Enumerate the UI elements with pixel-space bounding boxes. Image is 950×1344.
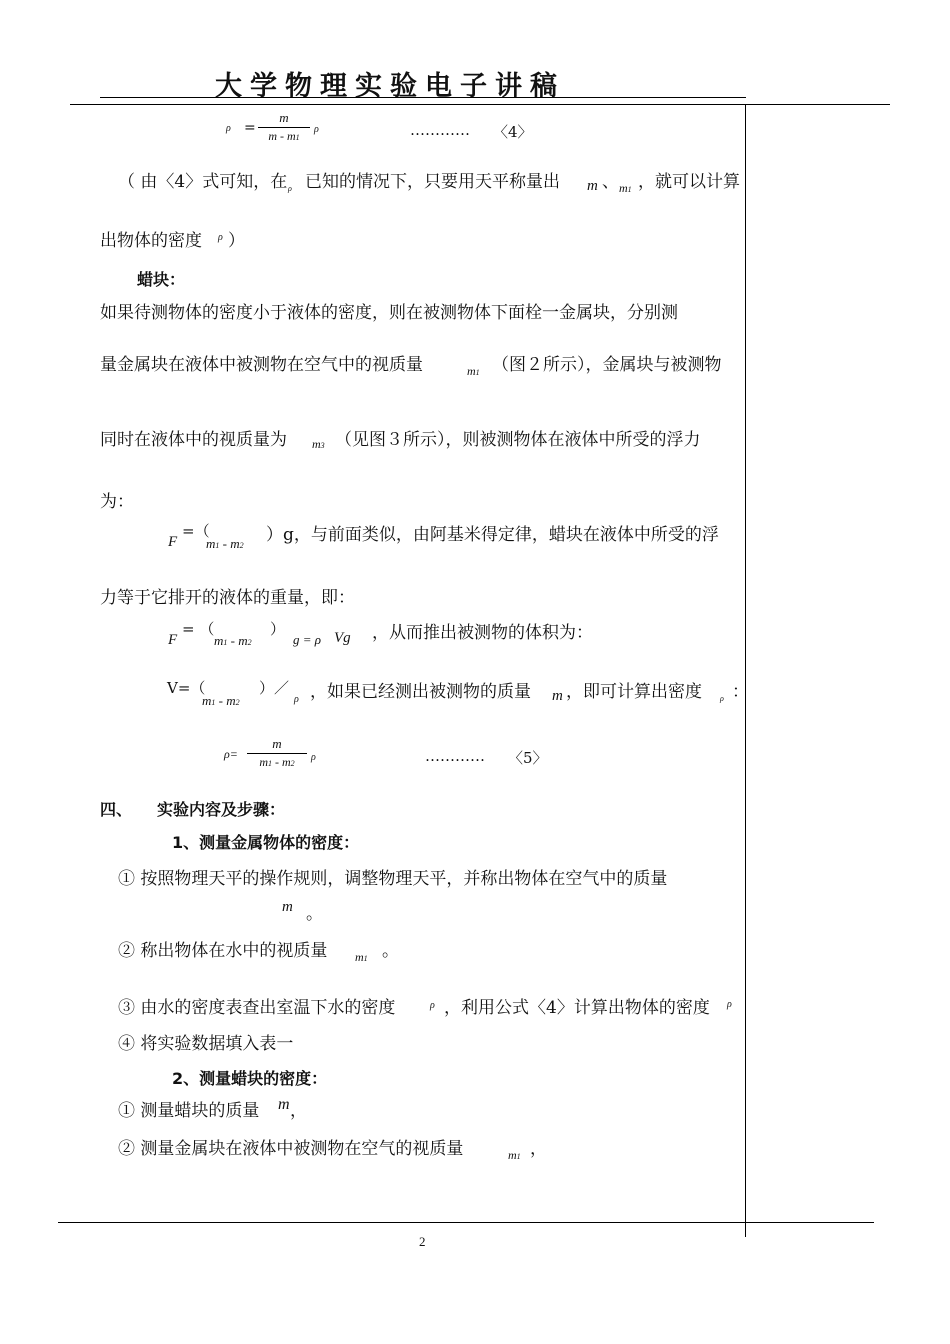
leader-dots: …………: [425, 747, 485, 765]
step-2-2: ② 测量金属块在液体中被测物在空气的视质量: [118, 1139, 464, 1159]
text: ，: [530, 1139, 547, 1159]
F-symbol: F: [168, 632, 178, 648]
text: ）: [270, 620, 286, 638]
minus: - m: [215, 693, 236, 708]
page-number: 2: [419, 1234, 426, 1249]
m1-symbol: [508, 1148, 521, 1163]
minus: - m: [227, 633, 248, 648]
equation-number: 〈4〉: [493, 123, 533, 141]
rho-symbol: ρ: [218, 232, 223, 243]
text: ，: [290, 1101, 307, 1121]
text: （ 由〈4〉式可知，在: [118, 172, 288, 192]
subscript: 1: [215, 541, 220, 550]
rho-zero-symbol: ρ: [311, 752, 316, 763]
m: m: [206, 536, 216, 551]
step-1-4: ④ 将实验数据填入表一: [118, 1034, 294, 1054]
right-margin-rule: [745, 104, 746, 1237]
header-rule-upper: [100, 97, 746, 98]
footer-rule: [58, 1222, 874, 1223]
rho-symbol: ρ: [727, 999, 732, 1010]
m-symbol: m: [278, 1096, 290, 1113]
m: m: [355, 950, 364, 964]
subscript: 1: [295, 133, 300, 142]
m1-minus-m2: [214, 633, 252, 649]
m1-minus-m2: [206, 536, 244, 552]
rho-symbol: ρ: [720, 694, 724, 703]
subscript: 2: [247, 638, 252, 647]
m-symbol: m: [282, 899, 293, 915]
m3-symbol: [312, 437, 325, 452]
text: ）: [228, 231, 245, 251]
equals-sign: =: [244, 120, 256, 136]
subscript: 1: [475, 368, 480, 377]
subscript: 1: [211, 698, 216, 707]
text: ，从而推出被测物的体积为：: [372, 623, 593, 643]
subsection-1-title: 1、测量金属物体的密度：: [172, 833, 360, 852]
text: 。: [382, 941, 399, 961]
denominator: m - m: [268, 129, 296, 143]
header-rule: [70, 104, 890, 105]
m1-symbol: [467, 364, 480, 379]
page-title: 大学物理实验电子讲稿: [215, 71, 565, 102]
rho-zero-symbol: ρ: [314, 124, 319, 135]
m-symbol: m: [552, 688, 563, 704]
m1-minus-m2: [202, 693, 240, 709]
leader-dots: …………: [410, 121, 470, 139]
text: 已知的情况下，只要用天平称量出: [305, 172, 560, 192]
text: = （: [182, 620, 215, 638]
m: m: [467, 364, 476, 378]
section-number: 四、: [100, 800, 133, 819]
subscript: 1: [627, 185, 632, 194]
wax-heading: 蜡块：: [137, 270, 186, 289]
minus: - m: [219, 536, 240, 551]
text: =（: [182, 522, 210, 540]
text: 。: [306, 904, 323, 924]
subsection-2-title: 2、测量蜡块的密度：: [172, 1069, 328, 1088]
numerator: m: [279, 110, 289, 125]
text: 、: [602, 172, 619, 192]
F-symbol: F: [168, 534, 178, 550]
subscript: 2: [290, 759, 295, 768]
rho-symbol: ρ: [226, 123, 231, 134]
text: V=（: [167, 679, 206, 697]
subscript: 2: [235, 698, 240, 707]
numerator: m: [272, 736, 282, 751]
m-symbol: m: [587, 178, 598, 194]
rho-zero-symbol: ρ: [430, 1000, 435, 1011]
text: ：: [732, 682, 749, 702]
g-rho-expr: g = ρ: [293, 632, 322, 647]
equation-number: 〈5〉: [508, 749, 548, 767]
m1-symbol: [619, 181, 632, 196]
m: m: [202, 693, 212, 708]
text: （图２所示），金属块与被测物: [492, 355, 722, 375]
Vg-symbol: Vg: [334, 630, 351, 646]
m: m: [312, 437, 321, 451]
text: 力等于它排开的液体的重量，即：: [100, 588, 355, 608]
text: 如果待测物体的密度小于液体的密度，则在被测物体下面栓一金属块，分别测: [100, 303, 678, 323]
text: ）／: [259, 679, 290, 697]
m: m: [214, 633, 224, 648]
subscript: 2: [239, 541, 244, 550]
m: m: [259, 755, 268, 769]
rho-equals: ρ=: [224, 747, 238, 761]
step-1-3: ③ 由水的密度表查出室温下水的密度: [118, 998, 396, 1018]
text: 出物体的密度: [100, 231, 202, 251]
rho-zero-symbol: ρ: [288, 184, 292, 193]
rho-zero-symbol: ρ: [294, 694, 299, 705]
m: m: [508, 1148, 517, 1162]
text: 量金属块在液体中被测物在空气中的视质量: [100, 355, 423, 375]
m: m: [619, 181, 628, 195]
text: 同时在液体中的视质量为: [100, 430, 287, 450]
section-title: 实验内容及步骤：: [157, 800, 286, 819]
m1-symbol: [355, 950, 368, 965]
text: ，即可计算出密度: [566, 682, 702, 702]
text: ，利用公式〈4〉计算出物体的密度: [444, 998, 710, 1018]
subscript: 1: [516, 1152, 521, 1161]
subscript: 1: [268, 759, 272, 768]
text: ，如果已经测出被测物的质量: [310, 682, 531, 702]
text: （见图３所示），则被测物体在液体中所受的浮力: [335, 430, 701, 450]
subscript: 1: [363, 954, 368, 963]
text: ，就可以计算: [638, 172, 740, 192]
subscript: 3: [320, 441, 325, 450]
text: 为：: [100, 492, 134, 512]
fraction: [258, 110, 310, 144]
text: ）g，与前面类似，由阿基米得定律，蜡块在液体中所受的浮: [266, 525, 719, 545]
step-1-1: ① 按照物理天平的操作规则，调整物理天平，并称出物体在空气中的质量: [118, 869, 668, 889]
fraction: [247, 736, 307, 770]
minus: - m: [272, 755, 291, 769]
step-1-2: ② 称出物体在水中的视质量: [118, 941, 328, 961]
step-2-1: ① 测量蜡块的质量: [118, 1101, 260, 1121]
subscript: 1: [223, 638, 228, 647]
